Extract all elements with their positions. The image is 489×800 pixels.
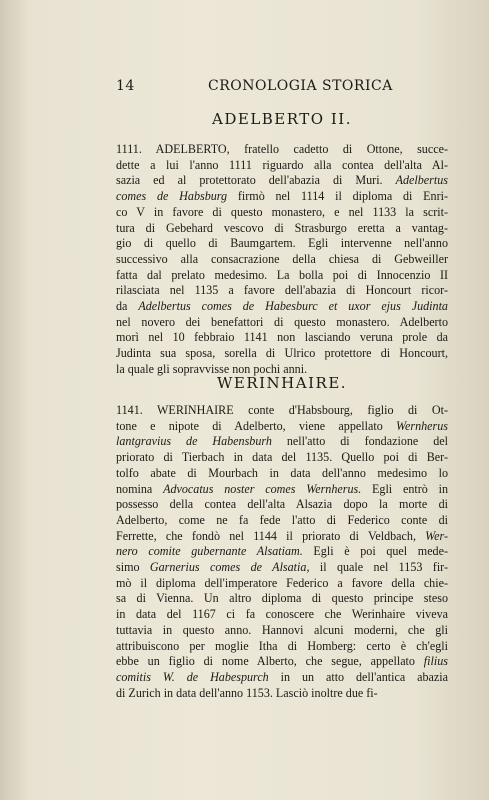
- text-run: simo: [116, 560, 150, 575]
- text-line: [116, 299, 448, 315]
- text-run: Ferrette, che fondò nel 1144 il priorato di Veldbach,: [116, 528, 426, 543]
- italic-text: nero comite gubernante Alsatiam.: [116, 544, 303, 559]
- text-run: sazia ed al protettorato dell'abazia di Muri.: [116, 173, 396, 188]
- italic-text: comitis W. de Habespurch: [116, 669, 269, 684]
- text-run: fatta dal prelato medesimo. La bolla poi di Innocenzio II: [116, 267, 448, 282]
- text-line: [116, 236, 448, 252]
- text-run: Judinta sua sposa, sorella di Ulrico protettore di Honcourt,: [116, 346, 448, 361]
- text-line: [116, 513, 448, 529]
- text-run: Egli è poi quel mede-: [302, 544, 448, 559]
- text-line: [116, 482, 448, 498]
- text-line: [116, 252, 448, 268]
- text-run: successivo alla consacrazione della chiesa di Gebweiller: [116, 251, 448, 266]
- text-run: nell'atto di fondazione del: [271, 434, 448, 449]
- text-run: 1141. WERINHAIRE conte d'Habsbourg, figlio di Ot-: [116, 403, 448, 417]
- italic-text: Adelbertus: [395, 173, 448, 188]
- text-line: [116, 189, 448, 205]
- italic-text: filius: [423, 654, 448, 669]
- italic-text: Wer-: [425, 528, 448, 543]
- text-line: [116, 346, 448, 362]
- text-line: [116, 623, 448, 639]
- text-line: [116, 529, 448, 545]
- text-run: 1111. ADELBERTO, fratello cadetto di Ottone, succe-: [116, 142, 448, 156]
- text-run: co V in favore di questo monastero, e nel 1133 la scrit-: [116, 204, 448, 219]
- text-line: [116, 450, 448, 466]
- italic-text: Adelbertus comes de Habesburc et uxor ejus Judinta: [138, 299, 448, 314]
- text-line: [116, 434, 448, 450]
- text-line: [116, 173, 448, 189]
- text-line: [116, 497, 448, 513]
- text-line: [116, 607, 448, 623]
- section-title-adelberto: ADELBERTO II.: [212, 110, 352, 128]
- text-run: tuttavia in questo anno. Hannovi alcuni moderni, che gli: [116, 622, 448, 637]
- text-run: il quale nel 1153 fir-: [309, 560, 448, 575]
- text-line: [116, 330, 448, 346]
- text-line: [116, 639, 448, 655]
- text-line: [116, 591, 448, 607]
- text-line: [116, 654, 448, 670]
- text-run: nomina: [116, 481, 164, 496]
- text-line: [116, 315, 448, 331]
- paragraph-adelberto: [116, 142, 448, 378]
- text-line: [116, 158, 448, 174]
- italic-text: Garnerius comes de Alsatia,: [149, 560, 310, 575]
- text-line: [116, 403, 448, 419]
- text-line: [116, 205, 448, 221]
- text-run: ebbe un figlio di nome Alberto, che segue, appellato: [116, 654, 424, 669]
- text-run: da: [116, 299, 139, 314]
- text-run: dette a lui l'anno 1111 riguardo alla contea dell'alta Al-: [116, 157, 448, 172]
- text-run: attribuiscono per moglie Itha di Homberg: certo è ch'egli: [116, 638, 448, 653]
- text-run: morì nel 10 febbraio 1141 non lasciando veruna prole da: [116, 330, 448, 345]
- text-run: tolfo abate di Mourbach in data dell'anno medesimo lo: [116, 465, 448, 480]
- italic-text: Wernherus: [396, 418, 448, 433]
- text-line: [116, 576, 448, 592]
- text-line: [116, 419, 448, 435]
- text-run: tone e nipote di Adelberto, viene appellato: [116, 418, 397, 433]
- text-line: [116, 221, 448, 237]
- text-run: Adelberto, come ne fa fede l'atto di Federico conte di: [116, 512, 448, 527]
- text-line: [116, 686, 448, 702]
- text-run: firmò nel 1114 il diploma di Enri-: [227, 189, 448, 204]
- text-run: la quale gli sopravvisse non pochi anni.: [116, 361, 308, 376]
- text-line: [116, 283, 448, 299]
- text-run: rilasciata nel 1135 a favore dell'abazia di Honcourt ricor-: [116, 283, 448, 298]
- text-run: mò il diploma dell'imperatore Federico a favore della chie-: [116, 575, 448, 590]
- text-line: [116, 670, 448, 686]
- text-run: in un atto dell'antica abazia: [268, 669, 448, 684]
- section-title-werinhaire: WERINHAIRE.: [216, 374, 348, 392]
- text-run: sa di Vienna. Un altro diploma di questo principe steso: [116, 591, 448, 606]
- page-header: [116, 78, 448, 100]
- italic-text: lantgravius de Habensburh: [116, 434, 272, 449]
- text-line: [116, 268, 448, 284]
- text-line: [116, 142, 448, 158]
- text-run: Egli entrò in: [361, 481, 448, 496]
- text-run: di Zurich in data dell'anno 1153. Lasciò inoltre due fi-: [116, 685, 378, 700]
- text-run: priorato di Tierbach in data del 1135. Quello poi di Ber-: [116, 450, 448, 465]
- italic-text: Advocatus noster comes Wernherus.: [163, 481, 362, 496]
- text-run: nel novero dei benefattori di questo monastero. Adelberto: [116, 314, 448, 329]
- paragraph-werinhaire: [116, 403, 448, 701]
- italic-text: comes de Habsburg: [116, 189, 228, 204]
- text-run: in data del 1167 ci fa conoscere che Werinhaire viveva: [116, 607, 448, 622]
- text-run: gio di quello di Baumgartem. Egli intervenne nell'anno: [116, 236, 448, 251]
- running-title: CRONOLOGIA STORICA: [208, 78, 393, 94]
- text-run: tura di Gebehard vescovo di Strasburgo eretta a vantag-: [116, 220, 448, 235]
- page-number: 14: [116, 78, 135, 94]
- text-run: possesso della contea dell'alta Alsazia dopo la morte di: [116, 497, 448, 512]
- text-line: [116, 560, 448, 576]
- text-line: [116, 466, 448, 482]
- text-line: [116, 544, 448, 560]
